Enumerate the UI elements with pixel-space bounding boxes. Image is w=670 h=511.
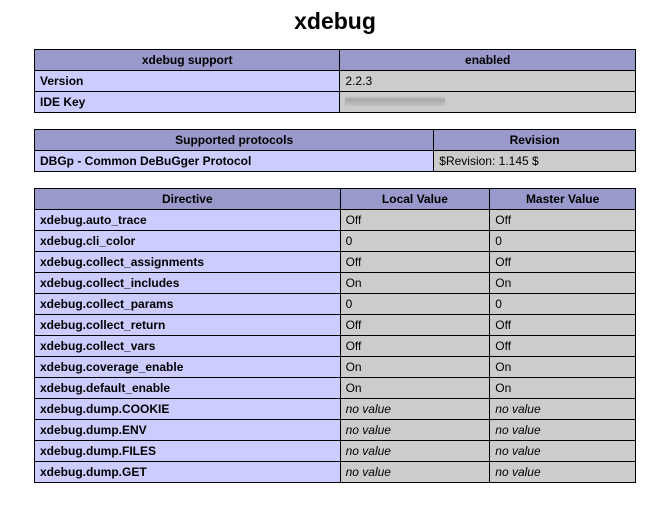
- directive-name: xdebug.collect_vars: [35, 336, 341, 357]
- table-row: [35, 71, 636, 92]
- table-row: [35, 462, 636, 483]
- support-header-name: xdebug support: [35, 50, 340, 71]
- table-row: [35, 378, 636, 399]
- directive-name: xdebug.collect_includes: [35, 273, 341, 294]
- directive-master-value: On: [490, 378, 636, 399]
- directive-local-value: 0: [340, 294, 490, 315]
- table-row: [35, 210, 636, 231]
- table-row: [35, 336, 636, 357]
- table-row: [35, 50, 636, 71]
- directive-master-value: no value: [490, 462, 636, 483]
- directive-master-value: On: [490, 273, 636, 294]
- table-row: [35, 231, 636, 252]
- directive-local-value: Off: [340, 252, 490, 273]
- table-row: [35, 92, 636, 113]
- supported-protocols-table: [34, 129, 636, 172]
- xdebug-info-page: [0, 8, 670, 483]
- directive-local-value: Off: [340, 336, 490, 357]
- version-label: Version: [35, 71, 340, 92]
- directive-local-value: On: [340, 273, 490, 294]
- directive-master-value: Off: [490, 336, 636, 357]
- directive-name: xdebug.collect_return: [35, 315, 341, 336]
- directives-header-master: Master Value: [490, 189, 636, 210]
- directive-name: xdebug.collect_params: [35, 294, 341, 315]
- directive-local-value: no value: [340, 441, 490, 462]
- directives-header-directive: Directive: [35, 189, 341, 210]
- ide-key-label: IDE Key: [35, 92, 340, 113]
- table-row: [35, 252, 636, 273]
- directive-master-value: Off: [490, 252, 636, 273]
- directive-master-value: no value: [490, 420, 636, 441]
- directive-name: xdebug.auto_trace: [35, 210, 341, 231]
- directive-name: xdebug.coverage_enable: [35, 357, 341, 378]
- table-row: [35, 151, 636, 172]
- directive-master-value: 0: [490, 231, 636, 252]
- table-row: [35, 294, 636, 315]
- directive-local-value: 0: [340, 231, 490, 252]
- version-value: 2.2.3: [340, 71, 636, 92]
- table-row: [35, 441, 636, 462]
- protocols-header-revision: Revision: [434, 130, 636, 151]
- directive-master-value: Off: [490, 315, 636, 336]
- protocol-name: DBGp - Common DeBuGger Protocol: [35, 151, 434, 172]
- directive-local-value: On: [340, 357, 490, 378]
- table-row: [35, 130, 636, 151]
- directive-local-value: On: [340, 378, 490, 399]
- ide-key-value: [340, 92, 636, 113]
- directive-master-value: no value: [490, 399, 636, 420]
- directive-master-value: Off: [490, 210, 636, 231]
- directive-name: xdebug.cli_color: [35, 231, 341, 252]
- directive-name: xdebug.collect_assignments: [35, 252, 341, 273]
- directive-name: xdebug.default_enable: [35, 378, 341, 399]
- directives-table: [34, 188, 636, 483]
- table-row: [35, 357, 636, 378]
- directive-local-value: Off: [340, 210, 490, 231]
- table-row: [35, 399, 636, 420]
- directive-name: xdebug.dump.COOKIE: [35, 399, 341, 420]
- page-title: xdebug: [294, 8, 376, 34]
- table-row: [35, 273, 636, 294]
- directive-master-value: no value: [490, 441, 636, 462]
- directive-local-value: no value: [340, 399, 490, 420]
- directive-local-value: no value: [340, 420, 490, 441]
- directive-name: xdebug.dump.GET: [35, 462, 341, 483]
- directives-header-local: Local Value: [340, 189, 490, 210]
- directive-master-value: 0: [490, 294, 636, 315]
- directive-local-value: no value: [340, 462, 490, 483]
- protocol-revision: $Revision: 1.145 $: [434, 151, 636, 172]
- support-header-status: enabled: [340, 50, 636, 71]
- table-row: [35, 315, 636, 336]
- directive-name: xdebug.dump.ENV: [35, 420, 341, 441]
- table-row: [35, 420, 636, 441]
- protocols-header-protocol: Supported protocols: [35, 130, 434, 151]
- directive-local-value: Off: [340, 315, 490, 336]
- xdebug-support-table: [34, 49, 636, 113]
- directive-master-value: On: [490, 357, 636, 378]
- redacted-value-bar: [345, 97, 445, 106]
- directive-name: xdebug.dump.FILES: [35, 441, 341, 462]
- table-row: [35, 189, 636, 210]
